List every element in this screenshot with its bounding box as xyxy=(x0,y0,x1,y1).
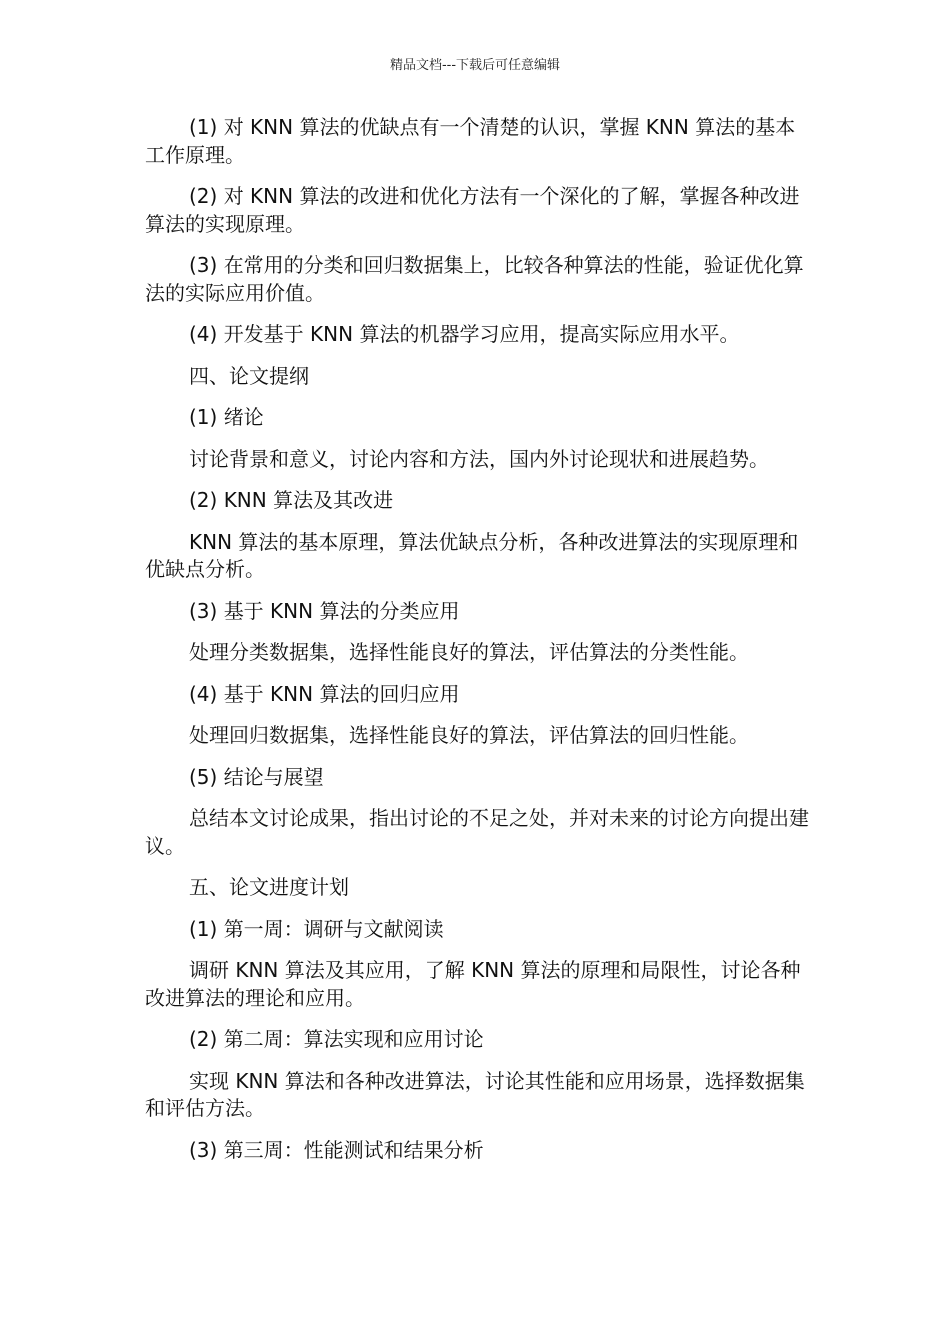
section-heading-schedule: 五、论文进度计划 xyxy=(189,875,349,899)
outline-item-1-text: 讨论背景和意义，讨论内容和方法，国内外讨论现状和进展趋势。 xyxy=(189,446,769,471)
paragraph-goal-4: (4) 开发基于 KNN 算法的机器学习应用，提高实际应用水平。 xyxy=(189,322,740,346)
outline-item-4-title: (4) 基于 KNN 算法的回归应用 xyxy=(189,681,460,706)
document-body xyxy=(145,114,810,1178)
schedule-week-2-title: (2) 第二周：算法实现和应用讨论 xyxy=(189,1027,484,1051)
paragraph-goal-3: (3) 在常用的分类和回归数据集上，比较各种算法的性能，验证优化算法的实际应用价值。 xyxy=(145,253,804,305)
outline-item-2-title: (2) KNN 算法及其改进 xyxy=(189,488,394,512)
outline-item-4-text: 处理回归数据集，选择性能良好的算法，评估算法的回归性能。 xyxy=(189,723,749,747)
paragraph-goal-1: (1) 对 KNN 算法的优缺点有一个清楚的认识，掌握 KNN 算法的基本工作原理。 xyxy=(145,115,796,167)
schedule-week-2-text: 实现 KNN 算法和各种改进算法，讨论其性能和应用场景，选择数据集和评估方法。 xyxy=(145,1068,805,1120)
schedule-week-1-text: 调研 KNN 算法及其应用，了解 KNN 算法的原理和局限性，讨论各种改进算法的理论和应用。 xyxy=(145,958,801,1010)
section-heading-outline: 四、论文提纲 xyxy=(189,363,309,388)
outline-item-3-title: (3) 基于 KNN 算法的分类应用 xyxy=(189,598,460,623)
schedule-week-3-title: (3) 第三周：性能测试和结果分析 xyxy=(189,1137,484,1162)
outline-item-3-text: 处理分类数据集，选择性能良好的算法，评估算法的分类性能。 xyxy=(189,640,749,664)
page-header: 精品文档---下载后可任意编辑 xyxy=(389,58,561,73)
outline-item-2-text: KNN 算法的基本原理，算法优缺点分析，各种改进算法的实现原理和优缺点分析。 xyxy=(145,529,799,581)
outline-item-5-title: (5) 结论与展望 xyxy=(189,764,324,789)
schedule-week-1-title: (1) 第一周：调研与文献阅读 xyxy=(189,916,444,941)
paragraph-goal-2: (2) 对 KNN 算法的改进和优化方法有一个深化的了解，掌握各种改进算法的实现原理。 xyxy=(145,184,800,236)
outline-item-5-text: 总结本文讨论成果，指出讨论的不足之处，并对未来的讨论方向提出建议。 xyxy=(145,806,809,858)
outline-item-1-title: (1) 绪论 xyxy=(189,405,264,429)
